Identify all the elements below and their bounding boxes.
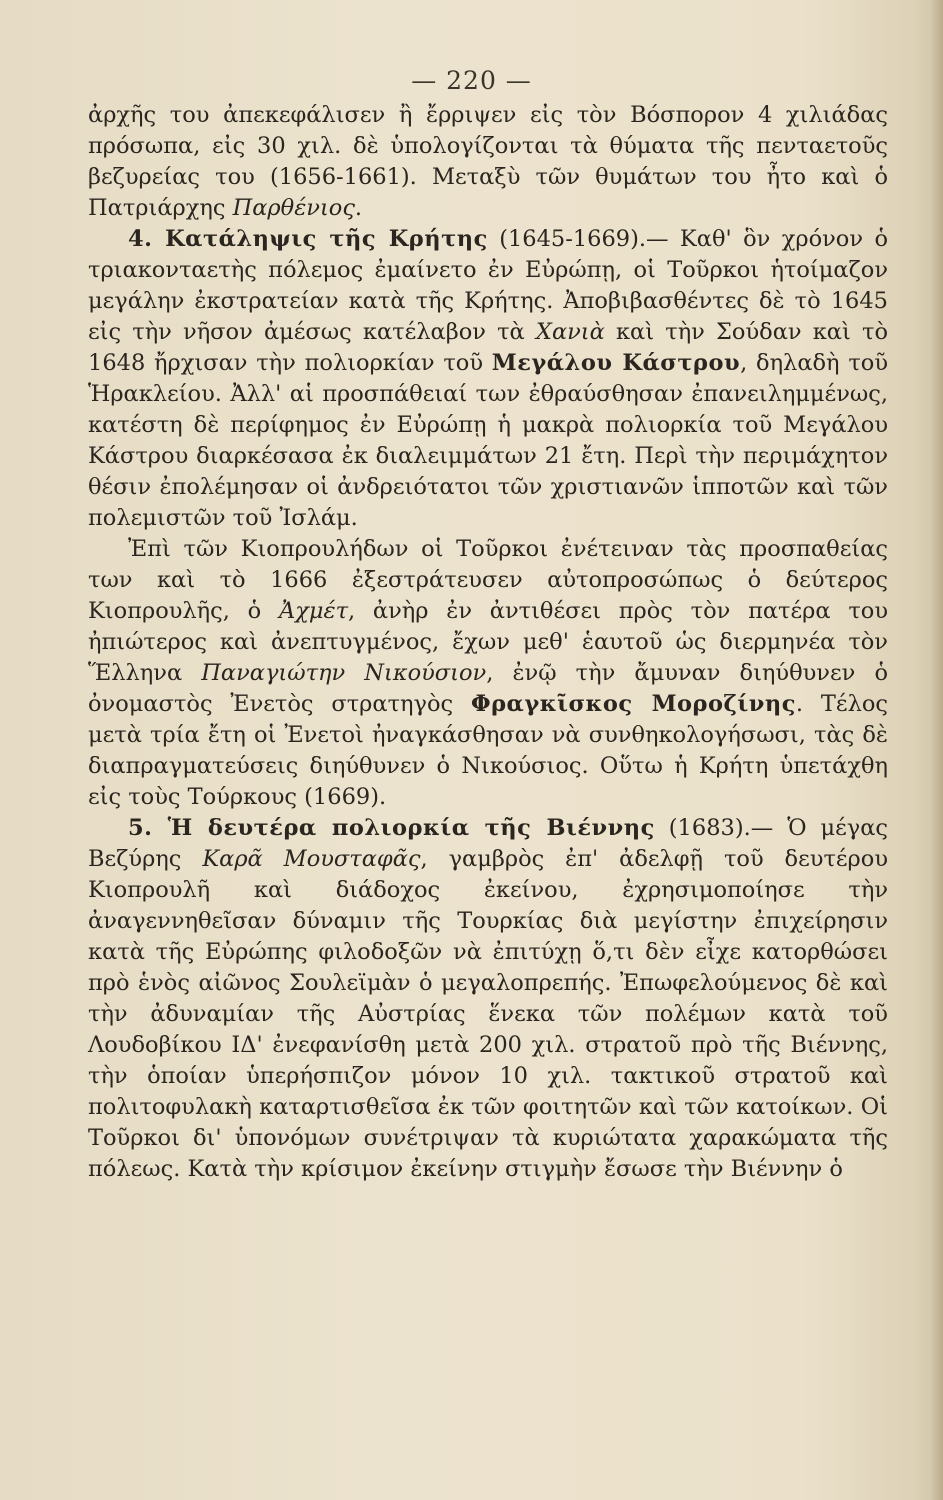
bold-heading-run: Μεγάλου Κάστρου [491,350,741,376]
body-text [88,100,888,1185]
text-run: καὶ τὴν Σούδαν καὶ τὸ 1648 ἤρχισαν τὴν πολιορκίαν τοῦ [88,319,888,376]
bold-heading-run: 4. Κατάληψις τῆς Κρήτης [128,226,488,252]
text-run: , ἀνὴρ ἐν ἀντιθέσει πρὸς τὸν πατέρα του ἠπιώτερος καὶ ἀνεπτυγμένος, ἔχων μεθ' ἑαυτοῦ ὡς διερμηνέα τὸν Ἕλληνα [88,598,889,686]
text-run: , δηλαδὴ τοῦ Ἡρακλείου. Ἀλλ' αἱ προσπάθειαί των ἐθραύσθησαν ἐπανειλημμένως, κατέστη δὲ περίφημος ἐν Εὐρώπῃ ἡ μακρὰ πολιορκία τοῦ Μεγάλου Κάστρου διαρκέσασα ἐκ διαλειμμάτων 21 ἔτη. Περὶ τὴν περιμάχητον θέσιν ἐπολέμησαν οἱ ἀνδρειότατοι τῶν χριστιανῶν ἱπποτῶν καὶ τῶν πολεμιστῶν τοῦ Ἰσλάμ. [88,350,888,531]
italic-name-run: Παρθένιος [232,195,355,221]
paragraph-1 [88,100,888,224]
paragraph-4-vienna [88,813,888,1185]
text-run: Ἐπὶ τῶν Κιοπρουλήδων οἱ Τοῦρκοι ἐνέτειναν τὰς προσπαθείας των καὶ τὸ 1666 ἐξεστράτευσεν αὐτοπροσώπως ὁ δεύτερος Κιοπρουλῆς, ὁ [88,536,888,624]
text-run: , ἐνῷ τὴν ἄμυναν διηύθυνεν ὁ ὀνομαστὸς Ἐνετὸς στρατηγὸς [88,660,888,717]
text-run: ἀρχῆς του ἀπεκεφάλισεν ἢ ἔρριψεν εἰς τὸν Βόσπορον 4 χιλιάδας πρόσωπα, εἰς 30 χιλ. δὲ ὑπολογίζονται τὰ θύματα τῆς πενταετοῦς βεζυρείας του (1656-1661). Μεταξὺ τῶν θυμάτων του ἦτο καὶ ὁ Πατριάρχης [88,102,888,221]
page-number: — 220 — [411,66,532,95]
text-run: (1645-1669).— Καθ' ὃν χρόνον ὁ τριακονταετὴς πόλεμος ἐμαίνετο ἐν Εὐρώπῃ, οἱ Τοῦρκοι ἡτοίμαζον μεγάλην ἐκστρατείαν κατὰ τῆς Κρήτης. Ἀποβιβασθέντες δὲ τὸ 1645 εἰς τὴν νῆσον ἀμέσως κατέλαβον τὰ [88,226,888,345]
text-run: . Τέλος μετὰ τρία ἔτη οἱ Ἐνετοὶ ἠναγκάσθησαν νὰ συνθηκολογήσωσι, τὰς δὲ διαπραγματεύσεις διηύθυνεν ὁ Νικούσιος. Οὕτω ἡ Κρήτη ὑπετάχθη εἰς τοὺς Τούρκους (1669). [88,691,888,810]
bold-heading-run: Φραγκῖσκος Μοροζίνης [470,691,796,717]
text-run: . [354,195,363,221]
italic-name-run: Καρᾶ Μουσταφᾶς [202,846,421,872]
text-run: , γαμβρὸς ἐπ' ἀδελφῇ τοῦ δευτέρου Κιοπρουλῆ καὶ διάδοχος ἐκείνου, ἐχρησιμοποίησε τὴν ἀναγεννηθεῖσαν δύναμιν τῆς Τουρκίας διὰ μεγίστην ἐπιχείρησιν κατὰ τῆς Εὐρώπης φιλοδοξῶν νὰ ἐπιτύχῃ ὅ,τι δὲν εἶχε κατορθώσει πρὸ ἑνὸς αἰῶνος Σουλεϊμὰν ὁ μεγαλοπρεπής. Ἐπωφελούμενος δὲ καὶ τὴν ἀδυναμίαν τῆς Αὐστρίας ἕνεκα τῶν πολέμων κατὰ τοῦ Λουδοβίκου ΙΔ' ἐνεφανίσθη μετὰ 200 χιλ. στρατοῦ πρὸ τῆς Βιέννης, τὴν ὁποίαν ὑπερήσπιζον μόνον 10 χιλ. τακτικοῦ στρατοῦ καὶ πολιτοφυλακὴ καταρτισθεῖσα ἐκ τῶν φοιτητῶν καὶ τῶν κατοίκων. Οἱ Τοῦρκοι δι' ὑπονόμων συνέτριψαν τὰ κυριώτατα χαρακώματα τῆς πόλεως. Κατὰ τὴν κρίσιμον ἐκείνην στιγμὴν ἔσωσε τὴν Βιέννην ὁ [88,846,888,1182]
bold-heading-run: 5. Ἡ δευτέρα πολιορκία τῆς Βιέννης [128,815,655,841]
italic-name-run: Παναγιώτην Νικούσιον [201,660,487,686]
italic-name-run: Ἀχμέτ [278,598,349,624]
text-run: (1683).— Ὁ μέγας Βεζύρης [88,815,888,872]
page-edge [929,0,943,1500]
paragraph-3-koprulu [88,534,888,813]
paragraph-2-crete [88,224,888,534]
italic-name-run: Χανιὰ [535,319,605,345]
